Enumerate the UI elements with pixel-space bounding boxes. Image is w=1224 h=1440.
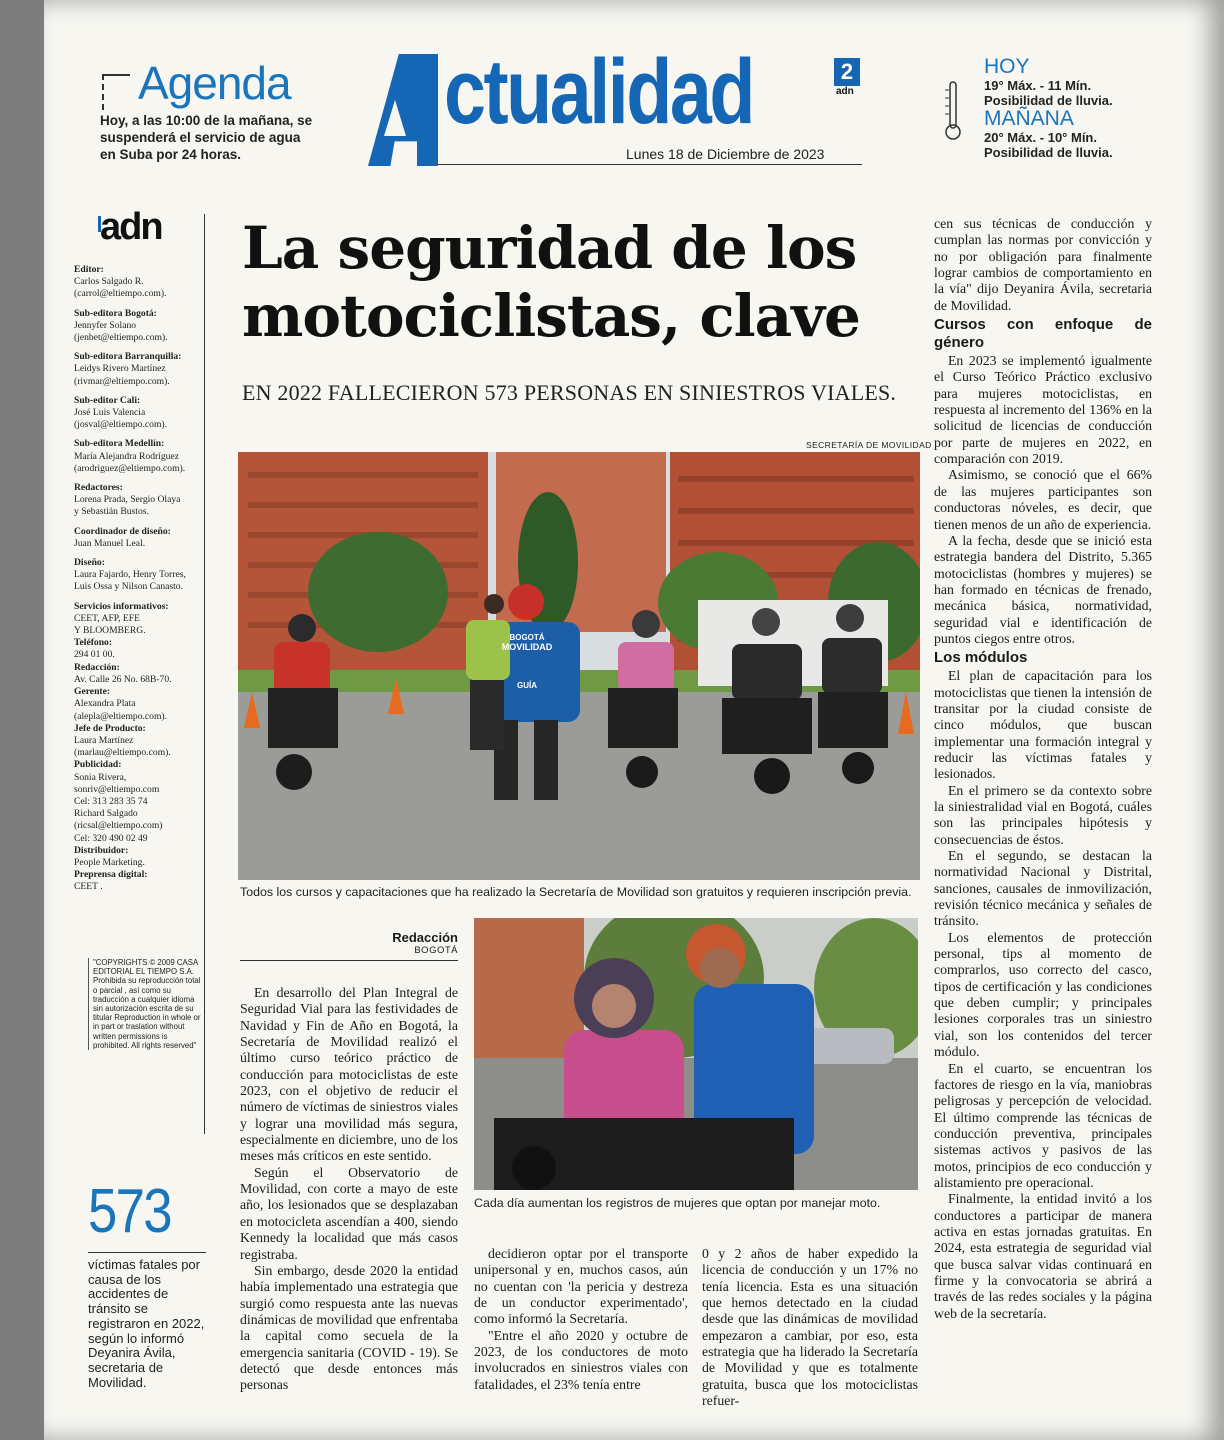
staff-line: Leidys Rivero Martínez bbox=[74, 363, 166, 375]
thermometer-icon bbox=[944, 80, 962, 142]
weather-tomorrow-desc: Posibilidad de lluvia. bbox=[984, 145, 1113, 160]
staff-role: Coordinador de diseño: bbox=[74, 525, 171, 537]
page-brand: adn bbox=[836, 86, 854, 97]
section-initial-logo bbox=[368, 54, 438, 166]
byline-rule bbox=[240, 960, 458, 961]
staff-line: Carlos Salgado R. bbox=[74, 276, 144, 288]
agenda-mark bbox=[102, 74, 130, 110]
issue-date: Lunes 18 de Diciembre de 2023 bbox=[626, 146, 825, 162]
photo1-caption: Todos los cursos y capacitaciones que ha realizado la Secretaría de Movilidad son gratuitos y requieren inscripción previa. bbox=[240, 885, 912, 899]
staff-line: 294 01 00. bbox=[74, 649, 115, 661]
paragraph: En 2023 se implementó igualmente el Curso Teórico Práctico exclusivo para mujeres motociclistas, en respuesta al incremento del 136% en la solicitud de licencias de conducción por parte de mujeres en 2022, en comparación con 2019. bbox=[934, 353, 1152, 467]
staff-role: Teléfono: bbox=[74, 637, 113, 649]
stat-number: 573 bbox=[88, 1177, 171, 1246]
staff-line: Alexandra Plata bbox=[74, 698, 136, 710]
staff-line: (carrol@eltiempo.com). bbox=[74, 288, 167, 300]
section-title: ctualidad bbox=[444, 41, 754, 143]
staff-line: (arodriguez@eltiempo.com). bbox=[74, 462, 186, 474]
article-column-4 bbox=[934, 216, 1152, 1322]
weather-tomorrow-temp: 20° Máx. - 10° Mín. bbox=[984, 130, 1097, 145]
staff-line: People Marketing. bbox=[74, 856, 145, 868]
staff-role: Publicidad: bbox=[74, 759, 122, 771]
photo-motorcycle-class bbox=[238, 452, 920, 880]
staff-role: Servicios informativos: bbox=[74, 600, 169, 612]
staff-entry bbox=[74, 845, 206, 869]
staff-line: Sonia Rivera, bbox=[74, 771, 127, 783]
staff-line: José Luis Valencia bbox=[74, 407, 146, 419]
copyright-notice: "COPYRIGHTS © 2009 CASA EDITORIAL EL TIEMPO S.A. Prohibida su reproducción total o parcial , así como su traducción a cualquier idioma sin autorización escrita de su titular Reproduction in whole or in part or traslation without written permissions is prohibited. All rights reserved" bbox=[88, 958, 201, 1050]
brand-logo: adn bbox=[100, 206, 162, 248]
newspaper-page bbox=[44, 0, 1224, 1440]
staff-role: Sub-editor Cali: bbox=[74, 394, 141, 406]
staff-role: Preprensa digital: bbox=[74, 869, 148, 881]
staff-entry bbox=[74, 601, 206, 638]
subhead: EN 2022 FALLECIERON 573 PERSONAS EN SINIESTROS VIALES. bbox=[242, 380, 897, 405]
paragraph: "Entre el año 2020 y octubre de 2023, de los conductores de moto involucrados en siniestros viales con fatalidades, el 23% tenía entre bbox=[474, 1327, 688, 1392]
vest-text-role: GUÍA bbox=[517, 681, 537, 690]
paragraph: En el cuarto, se encuentran los factores de riesgo en la vía, maniobras peligrosas y percepción de velocidad. El último comprende las técnicas de conducción preventiva, principales sistemas activos y pasivos de las motos, principios de eco conducción y alistamiento pre operacional. bbox=[934, 1060, 1152, 1190]
article-column-2 bbox=[474, 1246, 688, 1393]
photo-instructor-student bbox=[474, 918, 918, 1190]
staff-entry bbox=[74, 869, 206, 893]
byline-city: BOGOTÁ bbox=[414, 945, 458, 956]
article-column-3 bbox=[702, 1246, 918, 1409]
paragraph: A la fecha, desde que se inició esta estrategia bandera del Distrito, 5.365 motociclistas (hombres y mujeres) se han formado en técnicas de frenado, mecánica básica, normatividad, seguridad vial e identificación de puntos ciegos entre otros. bbox=[934, 532, 1152, 646]
staff-line: Luis Ossa y Nilson Canasto. bbox=[74, 581, 183, 593]
staff-role: Diseño: bbox=[74, 557, 105, 569]
paragraph: decidieron optar por el transporte unipersonal y en, muchos casos, aún no cuentan con 'la pericia y destreza de un conductor experimentado', como informó la Secretaría. bbox=[474, 1246, 688, 1327]
staff-entry bbox=[74, 686, 206, 723]
staff-line: (josval@eltiempo.com). bbox=[74, 419, 168, 431]
staff-entry bbox=[74, 759, 206, 844]
photo-illustration bbox=[238, 452, 920, 880]
staff-line: (alepla@eltiempo.com). bbox=[74, 710, 168, 722]
staff-role: Editor: bbox=[74, 264, 104, 275]
staff-entry bbox=[74, 351, 206, 388]
staff-entry bbox=[74, 308, 206, 345]
staff-role: Sub-editora Medellín: bbox=[74, 438, 165, 450]
staff-line: Cel: 320 490 02 49 bbox=[74, 832, 148, 844]
staff-line: Y BLOOMBERG. bbox=[74, 625, 146, 637]
weather-tomorrow-label: MAÑANA bbox=[984, 107, 1074, 130]
staff-box bbox=[74, 264, 206, 894]
paragraph: cen sus técnicas de conducción y cumplan las normas por convicción y no por obligación para finalmente lograr cambios de comportamiento en la vía" dijo Deyanira Ávila, secretaria de Movilidad. bbox=[934, 216, 1152, 313]
staff-entry bbox=[74, 438, 206, 475]
agenda-title: Agenda bbox=[138, 57, 291, 109]
paragraph: 0 y 2 años de haber expedido la licencia de conducción y un 17% no tenía licencia. Esta es una situación que hemos detectado en la ciudad desde que las dinámicas de movilidad empezaron a cambiar, por eso, esta estrategia que ha liderado la Secretaría de Movilidad y que es totalmente gratuita, busca que los motociclistas refuer- bbox=[702, 1246, 918, 1409]
staff-role: Sub-editora Barranquilla: bbox=[74, 351, 182, 363]
photo-credit: SECRETARÍA DE MOVILIDAD bbox=[806, 440, 932, 450]
paragraph: En el segundo, se destacan la normatividad Nacional y Distrital, sanciones, causales de inmovilización, revisión técnico mecánica y señales de tránsito. bbox=[934, 848, 1152, 929]
weather-today-temp: 19° Máx. - 11 Mín. bbox=[984, 78, 1092, 93]
weather-today-label: HOY bbox=[984, 55, 1030, 78]
photo2-illustration bbox=[474, 918, 918, 1190]
headline: La seguridad de los motociclistas, clave bbox=[242, 214, 860, 350]
staff-role: Distribuidor: bbox=[74, 844, 129, 856]
weather-box bbox=[984, 56, 1113, 160]
staff-line: Av. Calle 26 No. 68B-70. bbox=[74, 673, 172, 685]
paragraph: Finalmente, la entidad invitó a los conductores a participar de manera activa en estas jornadas gratuitas. En 2024, esta estrategia de seguridad vial que busca salvar vidas continuará en firme y la convocatoria se abrirá a través de las redes sociales y la página web de la secretaría. bbox=[934, 1191, 1152, 1321]
paragraph: Sin embargo, desde 2020 la entidad había implementado una estrategia que surgió como respuesta ante las nuevas dinámicas de movilidad que enfrentaba la capital como secuela de la emergencia sanitaria (COVID - 19). Se detectó que desde entonces más personas bbox=[240, 1262, 458, 1393]
page-number: 2 bbox=[834, 58, 860, 86]
staff-line: Juan Manuel Leal. bbox=[74, 537, 146, 549]
staff-line: Lorena Prada, Sergio Olaya bbox=[74, 494, 181, 506]
paragraph: Asimismo, se conoció que el 66% de las mujeres participantes son conductoras nóveles, es decir, que tienen menos de un año de experiencia. bbox=[934, 467, 1152, 532]
staff-entry bbox=[74, 264, 206, 301]
staff-line: CEET, AFP, EFE bbox=[74, 612, 140, 624]
staff-role: Redacción: bbox=[74, 661, 120, 673]
staff-entry bbox=[74, 395, 206, 432]
byline-author: Redacción bbox=[392, 930, 458, 945]
article-column-1 bbox=[240, 985, 458, 1394]
photo2-caption: Cada día aumentan los registros de mujeres que optan por manejar moto. bbox=[474, 1196, 881, 1210]
paragraph: El plan de capacitación para los motociclistas que tienen la intensión de transitar por la ciudad consiste de cinco módulos, que buscan implementar una formación integral y reducir las víctimas fatales y lesionados. bbox=[934, 668, 1152, 782]
staff-line: Laura Martínez bbox=[74, 734, 134, 746]
subheading-modules: Los módulos bbox=[934, 649, 1028, 667]
staff-entry bbox=[74, 723, 206, 760]
stat-rule bbox=[88, 1252, 206, 1253]
staff-line: (marlau@eltiempo.com). bbox=[74, 747, 171, 759]
staff-role: Gerente: bbox=[74, 686, 111, 698]
vest-text-agency: MOVILIDAD bbox=[501, 642, 553, 652]
staff-line: sonriv@eltiempo.com bbox=[74, 783, 160, 795]
staff-entry bbox=[74, 482, 206, 519]
staff-entry bbox=[74, 637, 206, 661]
staff-line: CEET . bbox=[74, 881, 103, 893]
staff-role: Sub-editora Bogotá: bbox=[74, 307, 157, 319]
agenda-text: Hoy, a las 10:00 de la mañana, se suspenderá el servicio de agua en Suba por 24 horas. bbox=[100, 113, 313, 162]
paragraph: En el primero se da contexto sobre la siniestralidad vial en Bogotá, cuáles son las principales hipótesis y consecuencias de éstos. bbox=[934, 782, 1152, 847]
staff-entry bbox=[74, 557, 206, 594]
staff-line: Cel: 313 283 35 74 bbox=[74, 795, 148, 807]
staff-line: (jenbet@eltiempo.com). bbox=[74, 332, 168, 344]
staff-line: (ricsal@eltiempo.com) bbox=[74, 820, 163, 832]
staff-line: y Sebastián Bustos. bbox=[74, 506, 149, 518]
staff-role: Redactores: bbox=[74, 482, 123, 494]
staff-role: Jefe de Producto: bbox=[74, 722, 146, 734]
paragraph: Según el Observatorio de Movilidad, con corte a mayo de este año, los lesionados que se desplazaban en motocicleta ascendían a 400, siendo Kennedy la localidad que más casos registraba. bbox=[240, 1164, 458, 1262]
staff-line: (rivmar@eltiempo.com). bbox=[74, 375, 170, 387]
staff-entry bbox=[74, 526, 206, 550]
weather-today-desc: Posibilidad de lluvia. bbox=[984, 93, 1113, 108]
staff-line: Laura Fajardo, Henry Torres, bbox=[74, 569, 186, 581]
staff-line: Richard Salgado bbox=[74, 808, 138, 820]
paragraph: Los elementos de protección personal, tips al momento de comprarlos, uso correcto del casco, tipos de certificación y las condiciones que deben cumplir; y principales lesiones corporales tras un siniestro vial, son los contenidos del tercer módulo. bbox=[934, 929, 1152, 1060]
staff-entry bbox=[74, 662, 206, 686]
paragraph: En desarrollo del Plan Integral de Seguridad Vial para las festividades de Navidad y Fin de Año en Bogotá, la Secretaría de Movilidad realizó el último curso teórico práctico de conducción para motociclistas de este 2023, con el objetivo de reducir el número de víctimas de siniestros viales y lograr una movilidad más segura, especialmente en diciembre, uno de los meses más críticos en este sentido. bbox=[240, 985, 458, 1164]
staff-line: Jennyfer Solano bbox=[74, 319, 137, 331]
subheading-gender-courses: Cursos con enfoque de género bbox=[934, 316, 1152, 352]
byline bbox=[240, 930, 458, 956]
masthead-rule bbox=[438, 164, 862, 165]
stat-text: víctimas fatales por causa de los accidentes de tránsito se registraron en 2022, según lo informó Deyanira Ávila, secretaria de Movilidad. bbox=[88, 1257, 205, 1390]
staff-line: María Alejandra Rodríguez bbox=[74, 450, 179, 462]
vest-text-city: BOGOTÁ bbox=[509, 633, 545, 642]
